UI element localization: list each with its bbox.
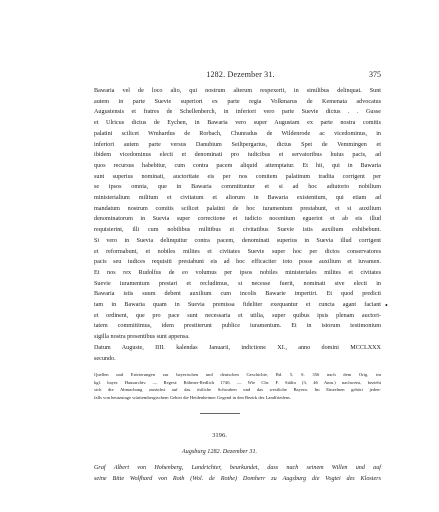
margin-mark: • bbox=[385, 301, 388, 310]
text-line: Bawaria istis suum debent auxilium cum incolis Bawarie impertiri. Et quod predicti bbox=[94, 291, 381, 298]
text-line: et Ulricus dictus de Eychen, in Bawaria vero super Augustam ex parte nostra comitis bbox=[94, 120, 381, 127]
text-line: tatem committimus, idem prestiterunt publice iuramentum. Et in istorum testimonium bbox=[94, 323, 381, 330]
text-line: Suevie iuramentum prestari et recludimus, si necesse fuerit, nominati sive electi in bbox=[94, 280, 381, 287]
text-line: falls von heutzutage württembergischem Gebiet die Heidenheimer Gegend in den Bezirk des Landfriedens. bbox=[94, 394, 291, 400]
text-line: secundo. bbox=[94, 355, 116, 362]
section-divider bbox=[200, 413, 240, 414]
charter-text bbox=[94, 86, 381, 364]
text-line: Quellen und Erörterungen zur bayerischen und deutschen Geschichte, Bd. 5, S. 356 nach dem Orig. im bbox=[94, 372, 381, 377]
text-line: Et nos rex Rudolfus de eo volumus per ipsos nobiles ministeriales milites et civitates bbox=[94, 269, 381, 276]
text-line: denominatorum in Suevia super correctione et iudicio nocentium egueriot et ab eis illud bbox=[94, 216, 381, 223]
text-line: requisierint, illi cum nobilibus militibus et civitatibus Suevie istis auxilium exhibebunt. bbox=[94, 227, 381, 234]
text-line: sunt superius nominati, auctoritate eis per nos comitem palatinum tradita corrigent per bbox=[94, 173, 381, 180]
text-line: seine Bitte Wolfhard von Roth (Wol. de Rothe) Domherr zu Augsburg die Vogtei des Klosters bbox=[94, 475, 381, 482]
text-line: Graf Albert von Hohenberg, Landrichter, beurkundet, dass nach seinem Willen und auf bbox=[94, 465, 381, 471]
text-line: et reformabunt, et nobiles milites et civitates Suevie super hoc per dictos conservatores bbox=[94, 248, 381, 255]
text-line: pacis seu iudices requisiti prestabunt eis ad hoc efficaciter toto posse auxilium et iuvamen. bbox=[94, 259, 381, 266]
text-line: et ordinent, que pro pace sunt necessaria et utilia, super quibus ipsis plenam auctori- bbox=[94, 312, 381, 319]
text-line: Bawaria vel de loco alio, qui nostrum alterum respexerit, in similibus delinquat. Sunt bbox=[94, 88, 381, 94]
running-head bbox=[100, 70, 381, 82]
text-line: sigilla nostra presentibus sunt appensa. bbox=[94, 334, 190, 341]
text-line: ibidem vicedominus electi et denominati pro iudicibus et servatoribus huius pacis, ad bbox=[94, 152, 381, 159]
document-number: 3196. bbox=[212, 432, 227, 439]
text-line: kgl. bayer. Hausarchiv. — Regest: Böhmer-Redlich 1746. — Wie Chr. F. Stälin (3, 46 Anm.) nachweist, bezieht bbox=[94, 379, 381, 385]
page-number: 375 bbox=[369, 70, 381, 79]
text-line: inferiori autem parte versus Danubium Seiltpergarius, dictus Spet de Vemmingen et bbox=[94, 141, 381, 148]
text-line: palatini scilicet Wmhardus de Rorbach, Chunradus de Wildenrode ac vicedominus, in bbox=[94, 130, 381, 137]
source-footnote bbox=[94, 371, 381, 401]
document-date: Augsburg 1282. Dezember 31. bbox=[181, 448, 258, 455]
text-line: ministerialium militum et civitatum et aliorum in Bawaria existentium, qui etiam ad bbox=[94, 195, 381, 202]
text-line: sich die Abmachung zunächst auf das östliche Schwaben und das westliche Bayern. Im Einzelnen gehört jeden- bbox=[94, 387, 381, 393]
text-line: mandatum nostrum comitis scilicet palatini de hoc iuramentum prestabunt, et si auxilium bbox=[94, 205, 381, 212]
text-line: Augustensis et fratres de Schellenberch, in inferiori vero parte Suevie dictus . . Gusse bbox=[94, 109, 381, 116]
text-line: quos recursus habebitur, cum contra pacem aliquid attemptatur. Et hii, qui in Bawaria bbox=[94, 162, 381, 169]
text-line: se ipsos omnia, que in Bawaria committuntur et si ad hoc adiutorio nobilium bbox=[94, 184, 381, 191]
running-title: 1282. Dezember 31. bbox=[206, 70, 275, 79]
text-line: autem in parte Suevie superiori ex parte regia Volkmarus de Kemenata advocatus bbox=[94, 98, 381, 105]
text-line: Datum Auguste, IIII. kalendas Januarii, indictione XI., anno domini MCCLXXX bbox=[94, 344, 381, 351]
document-regest bbox=[94, 463, 381, 484]
text-line: tam in Bawaria quam in Suevia premissa fideliter exequantur et cuncta agant faciant bbox=[94, 302, 381, 309]
text-line: Si vero in Suevia delinquitur contra pacem, denominati superius in Suevia illud corrigent bbox=[94, 237, 381, 244]
